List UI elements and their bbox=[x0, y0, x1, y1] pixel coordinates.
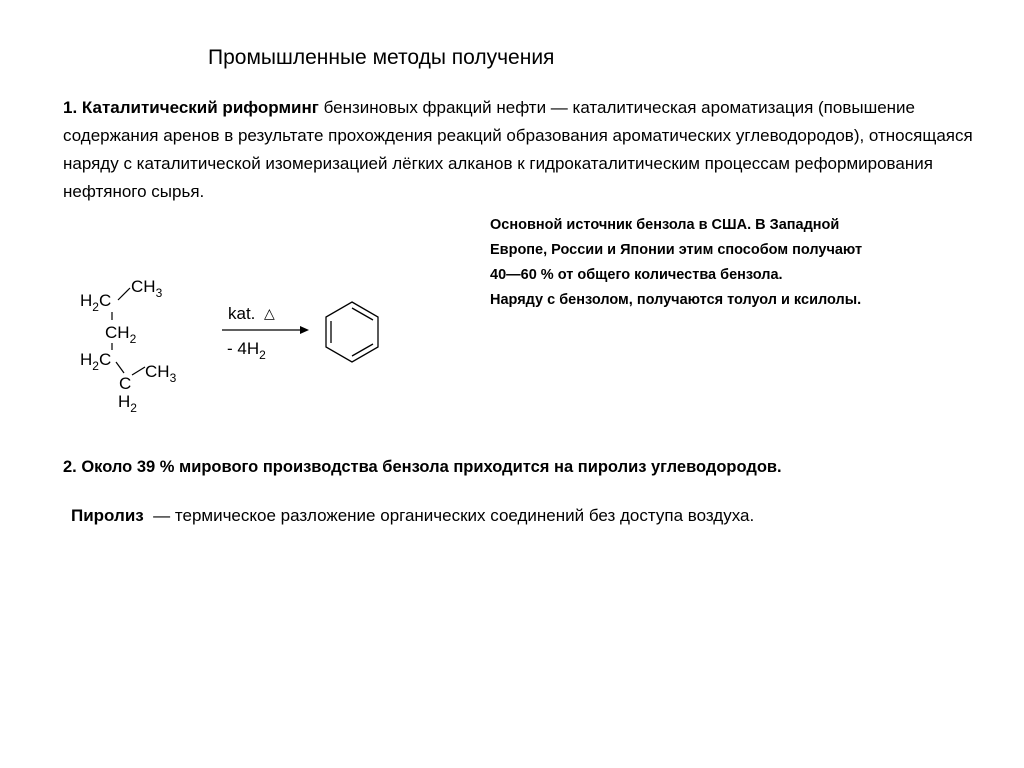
slide-title: Промышленные методы получения bbox=[208, 46, 555, 69]
pyrolysis-definition bbox=[71, 506, 754, 526]
hexane-group-h2: $H_2$ bbox=[118, 392, 137, 415]
catalyst-label: kat. bbox=[228, 304, 256, 323]
hexane-group-h2c-bottom: $H_2C$ bbox=[80, 350, 112, 373]
note-line: 40—60 % от общего количества бензола. bbox=[490, 267, 783, 283]
section-2-paragraph: 2. Около 39 % мирового производства бензола приходится на пиролиз углеводородов. bbox=[63, 458, 782, 476]
hexane-group-ch3-top: $CH_3$ bbox=[131, 277, 163, 300]
note-line: Европе, России и Японии этим способом получают bbox=[490, 242, 863, 258]
note-line: Наряду с бензолом, получаются толуол и ксилолы. bbox=[490, 292, 862, 308]
pyrolysis-definition-text: — термическое разложение органических соединений без доступа воздуха. bbox=[143, 506, 755, 525]
section-1-heading: 1. Каталитический риформинг bbox=[63, 98, 319, 117]
hexane-group-c: C bbox=[119, 374, 132, 393]
hydrogen-loss-label: - $4H_2$ bbox=[227, 339, 266, 362]
note-line: Основной источник бензола в США. В Западной bbox=[490, 217, 840, 233]
reaction-arrow bbox=[222, 326, 309, 334]
benzene-ring-icon bbox=[326, 302, 378, 362]
pyrolysis-term: Пиролиз bbox=[71, 506, 144, 525]
hexane-group-ch2: $CH_2$ bbox=[105, 323, 137, 346]
section-1-text: бензиновых фракций нефти — каталитическая ароматизация (повышение содержания аренов в результате прохождения реакций образования ароматических углеводородов), относящаяся наряду с каталитической изомеризацией лёгких алканов к гидрокаталитическим процессам реформирования нефтяного сырья. bbox=[63, 98, 973, 201]
hexane-group-ch3-bottom: $CH_3$ bbox=[145, 362, 177, 385]
heat-triangle-icon: △ bbox=[264, 305, 275, 321]
hexane-group-h2c-top: $H_2C$ bbox=[80, 291, 112, 314]
